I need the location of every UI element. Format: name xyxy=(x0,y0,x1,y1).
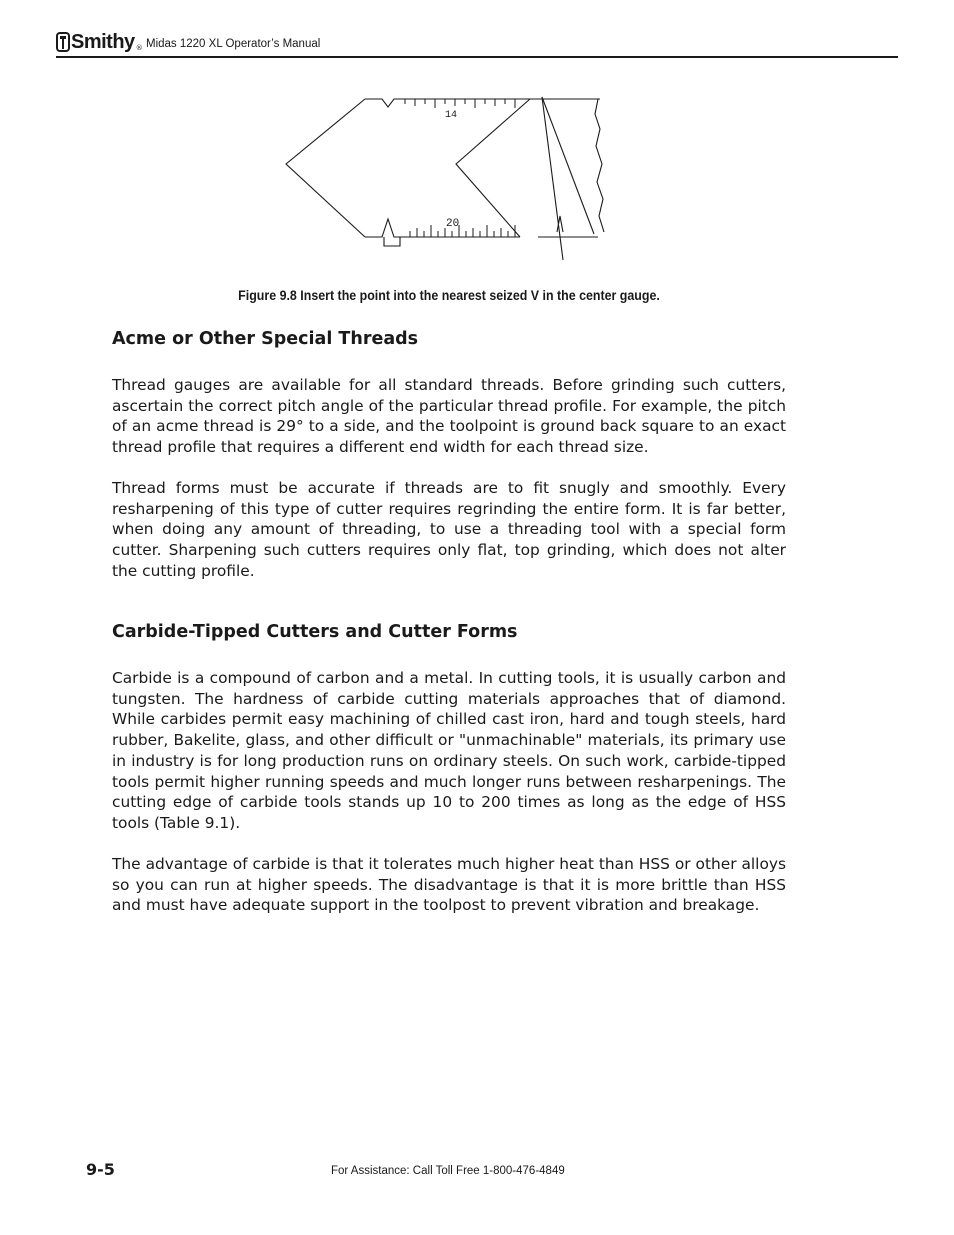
section-heading-acme: Acme or Other Special Threads xyxy=(112,329,419,349)
brand-name: Smithy xyxy=(71,31,135,53)
page-number: 9-5 xyxy=(86,1160,115,1179)
paragraph-acme-1: Thread gauges are available for all standard threads. Before grinding such cutters, ascertain the correct pitch angle of the particular thread profile. For example, the pitch of an acme thread is 29° to a side, and the toolpoint is ground back square to an exact thread profile that requires a different end width for each thread size. xyxy=(112,376,786,457)
gauge-label-top: 14 xyxy=(445,110,458,121)
smithy-logo-icon xyxy=(56,32,70,52)
paragraph-acme-2: Thread forms must be accurate if threads are to fit snugly and smoothly. Every resharpening of this type of cutter requires regrinding the entire form. It is far better, when doing any amount of threading, to use a threading tool with a special form cutter. Sharpening such cutters requires only flat, top grinding, which does not alter the cutting profile. xyxy=(112,479,786,580)
paragraph-carbide-1: Carbide is a compound of carbon and a metal. In cutting tools, it is usually carbon and tungsten. The hardness of carbide cutting materials approaches that of diamond. While carbides permit easy machining of chilled cast iron, hard and tough steels, hard rubber, Bakelite, glass, and other difficult or "unmachinable" materials, its primary use in industry is for long production runs on ordinary steels. On such work, carbide-tipped tools permit higher running speeds and much longer runs between resharpenings. The cutting edge of carbide tools stands up 10 to 200 times as long as the edge of HSS tools (Table 9.1). xyxy=(112,669,786,832)
figure-caption: Figure 9.8 Insert the point into the nearest seized V in the center gauge. xyxy=(238,288,660,303)
gauge-label-bottom: 20 xyxy=(446,218,460,230)
assistance-text: For Assistance: Call Toll Free 1-800-476-4849 xyxy=(331,1165,565,1177)
section-heading-carbide: Carbide-Tipped Cutters and Cutter Forms xyxy=(112,622,518,642)
paragraph-carbide-2: The advantage of carbide is that it tolerates much higher heat than HSS or other alloys so you can run at higher speeds. The disadvantage is that it is more brittle than HSS and must have adequate support in the toolpost to prevent vibration and breakage. xyxy=(112,855,786,915)
smithy-logo xyxy=(56,28,143,52)
registered-mark: ® xyxy=(135,44,143,52)
page-header xyxy=(56,26,898,58)
manual-title: Midas 1220 XL Operator’s Manual xyxy=(146,38,321,50)
center-gauge-figure xyxy=(280,94,620,266)
